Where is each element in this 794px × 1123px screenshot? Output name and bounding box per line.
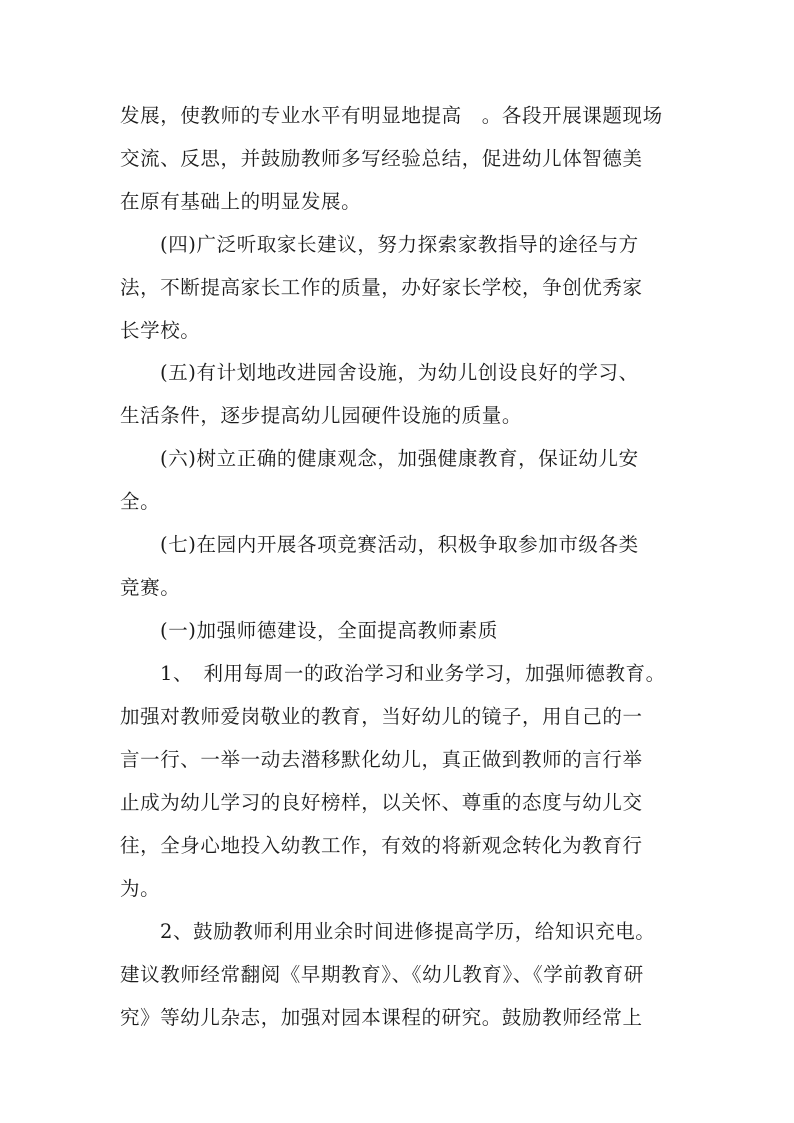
text-line: 生活条件，逐步提高幼儿园硬件设施的质量。 <box>120 404 523 427</box>
text-line: 加强对教师爱岗敬业的教育，当好幼儿的镜子，用自己的一 <box>120 705 643 728</box>
text-line: (五)有计划地改进园舍设施，为幼儿创设良好的学习、 <box>160 361 639 384</box>
section-heading: (一)加强师德建设，全面提高教师素质 <box>160 619 499 642</box>
text-line: 建议教师经常翻阅《早期教育》、《幼儿教育》、《学前教育研 <box>120 963 644 986</box>
text-line: 往，全身心地投入幼教工作，有效的将新观念转化为教育行 <box>120 834 643 857</box>
text-line: 长学校。 <box>120 319 201 342</box>
text-line: 发展，使教师的专业水平有明显地提高 。各段开展课题现场 <box>120 104 663 127</box>
text-line: (四)广泛听取家长建议，努力探索家教指导的途径与方 <box>160 233 639 256</box>
text-line: 2、鼓励教师利用业余时间进修提高学历，给知识充电。 <box>160 920 656 943</box>
text-line: 为。 <box>120 877 161 900</box>
text-line: (六)树立正确的健康观念，加强健康教育，保证幼儿安 <box>160 447 639 470</box>
text-line: 究》等幼儿杂志，加强对园本课程的研究。鼓励教师经常上 <box>120 1006 643 1029</box>
text-line: (七)在园内开展各项竞赛活动，积极争取参加市级各类 <box>160 533 639 556</box>
text-line: 法，不断提高家长工作的质量，办好家长学校，争创优秀家 <box>120 276 643 299</box>
text-line: 在原有基础上的明显发展。 <box>120 190 362 213</box>
text-line: 竞赛。 <box>120 576 181 599</box>
text-line: 言一行、一举一动去潜移默化幼儿，真正做到教师的言行举 <box>120 748 643 771</box>
text-line: 全。 <box>120 490 161 513</box>
text-line: 止成为幼儿学习的良好榜样，以关怀、尊重的态度与幼儿交 <box>120 791 643 814</box>
text-line: 1、 利用每周一的政治学习和业务学习，加强师德教育。 <box>160 662 666 685</box>
text-line: 交流、反思，并鼓励教师多写经验总结，促进幼儿体智德美 <box>120 147 643 170</box>
